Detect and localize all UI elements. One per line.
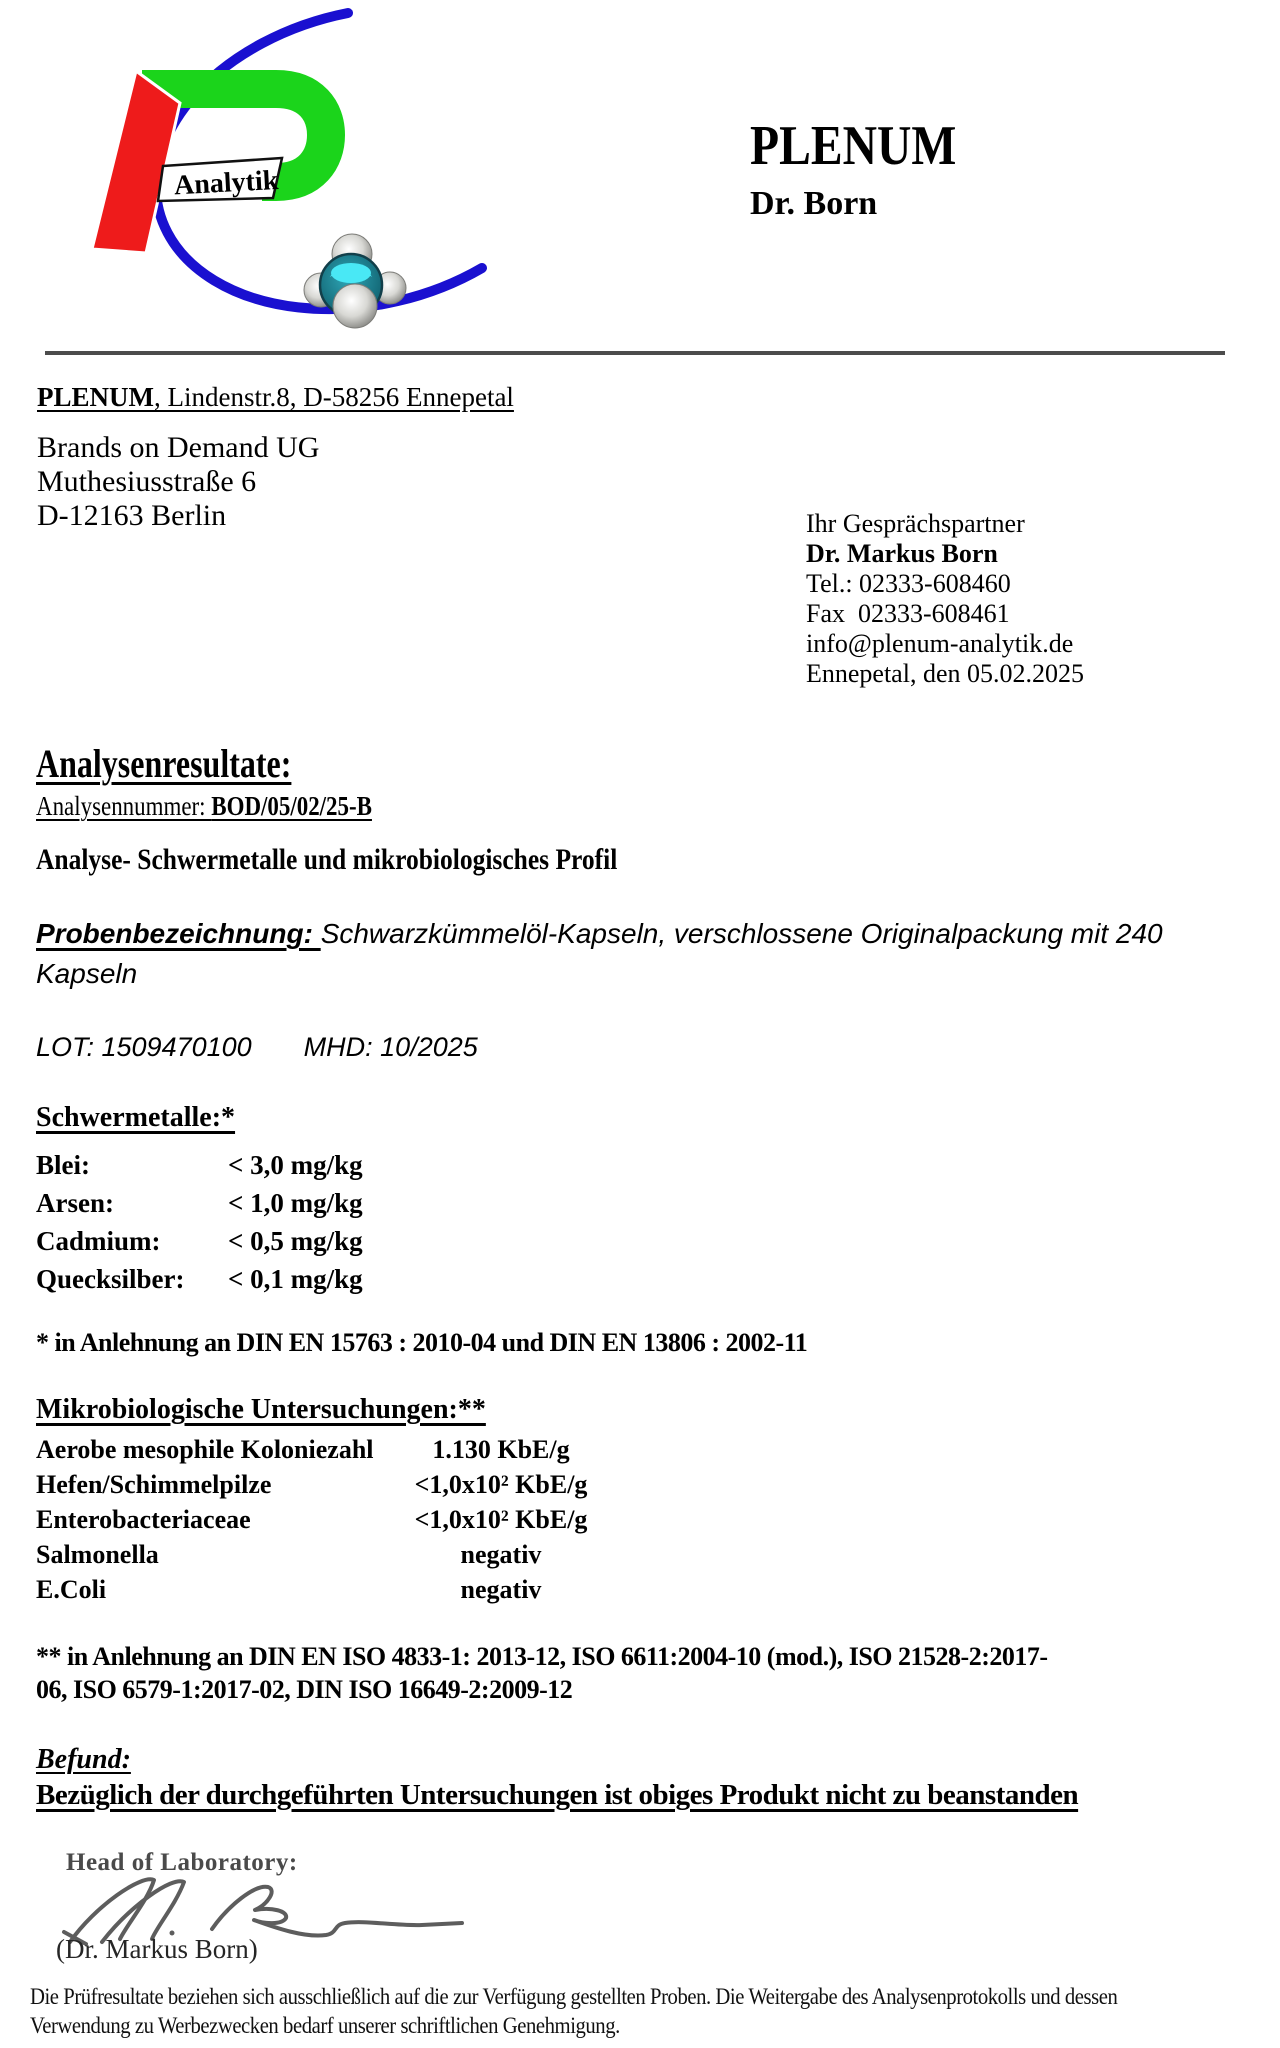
signature-role: Head of Laboratory: <box>66 1849 298 1876</box>
heavy-metals-table <box>36 1146 363 1298</box>
heavy-metals-footnote: * in Anlehnung an DIN EN 15763 : 2010-04 und DIN EN 13806 : 2002-11 <box>36 1328 808 1357</box>
befund-label: Befund: <box>36 1744 131 1775</box>
letterhead <box>750 116 993 224</box>
footer-line: Verwendung zu Werbezwecken bedarf unserer schriftlichen Genehmigung. <box>30 2013 620 2038</box>
metal-name: Arsen: <box>36 1188 114 1218</box>
footer-line: Die Prüfresultate beziehen sich ausschließlich auf die zur Verfügung gestellten Proben. Die Weitergabe des Analysenprotokolls und dessen <box>30 1984 1118 2009</box>
footnote-line: 06, ISO 6579-1:2017-02, DIN ISO 16649-2:2009-12 <box>36 1675 573 1704</box>
sender-address: , Lindenstr.8, D-58256 Ennepetal <box>154 382 514 412</box>
table-row <box>36 1572 1236 1607</box>
company-name: PLENUM <box>750 115 957 177</box>
table-row <box>36 1146 363 1184</box>
table-row <box>36 1260 363 1298</box>
parameter-value: <1,0x10² KbE/g <box>414 1470 588 1499</box>
parameter-value: negativ <box>460 1575 542 1604</box>
recipient-city: D-12163 Berlin <box>37 499 227 532</box>
metal-name: Blei: <box>36 1150 90 1180</box>
heavy-metals-title-row <box>36 1102 235 1134</box>
table-row <box>36 1502 1236 1537</box>
signature-name: (Dr. Markus Born) <box>56 1934 258 1964</box>
recipient-address <box>37 431 319 533</box>
metal-value: < 0,1 mg/kg <box>228 1264 363 1294</box>
metal-name: Quecksilber: <box>36 1264 185 1294</box>
metal-value: < 3,0 mg/kg <box>228 1150 363 1180</box>
parameter-name: Aerobe mesophile Koloniezahl <box>36 1435 374 1464</box>
results-title: Analysenresultate: <box>36 741 292 786</box>
parameter-value: negativ <box>460 1540 542 1569</box>
table-row <box>36 1432 1236 1467</box>
microbiology-title-row <box>36 1394 486 1426</box>
contact-name: Dr. Markus Born <box>806 539 998 568</box>
table-row <box>36 1467 1236 1502</box>
table-row <box>36 1537 1236 1572</box>
microbiology-footnote <box>36 1640 1048 1706</box>
sample-label: Probenbezeichnung: <box>36 918 321 949</box>
contact-place-date: Ennepetal, den 05.02.2025 <box>806 659 1084 688</box>
contact-phone: Tel.: 02333-608460 <box>806 569 1011 598</box>
sample-description <box>36 914 1163 994</box>
contact-block <box>806 509 1084 689</box>
analysis-title: Analyse- Schwermetalle und mikrobiologisches Profil <box>36 843 618 876</box>
contact-intro: Ihr Gesprächspartner <box>806 509 1025 538</box>
parameter-name: Enterobacteriaceae <box>36 1505 251 1534</box>
sender-line <box>37 382 514 413</box>
sender-company: PLENUM <box>37 382 154 412</box>
header-divider <box>45 351 1225 355</box>
footnote-line: ** in Anlehnung an DIN EN ISO 4833-1: 2013-12, ISO 6611:2004-10 (mod.), ISO 21528-2:2017- <box>36 1642 1048 1671</box>
metal-name: Cadmium: <box>36 1226 161 1256</box>
parameter-name: Salmonella <box>36 1540 159 1569</box>
sample-text-line2: Kapseln <box>36 958 138 989</box>
analysis-title-row <box>36 843 720 877</box>
parameter-value: 1.130 KbE/g <box>432 1435 570 1464</box>
parameter-name: E.Coli <box>36 1575 107 1604</box>
verdict-text: Bezüglich der durchgeführten Untersuchungen ist obiges Produkt nicht zu beanstanden <box>36 1779 1079 1811</box>
befund-row <box>36 1744 131 1776</box>
microbiology-table <box>36 1432 1236 1607</box>
metal-value: < 0,5 mg/kg <box>228 1226 363 1256</box>
recipient-name: Brands on Demand UG <box>37 431 320 464</box>
heavy-metals-title: Schwermetalle:* <box>36 1102 236 1133</box>
parameter-name: Hefen/Schimmelpilze <box>36 1470 272 1499</box>
lot-row <box>36 1032 478 1063</box>
sample-text-line1: Schwarzkümmelöl-Kapseln, verschlossene Originalpackung mit 240 <box>320 918 1163 949</box>
verdict-row <box>36 1779 1078 1812</box>
recipient-street: Muthesiusstraße 6 <box>37 465 257 498</box>
contact-fax: Fax 02333-608461 <box>806 599 1010 628</box>
results-title-row <box>36 740 355 787</box>
mhd-value: MHD: 10/2025 <box>303 1032 478 1062</box>
lot-value: LOT: 1509470100 <box>36 1032 252 1062</box>
footer-disclaimer <box>30 1982 1117 2040</box>
metal-value: < 1,0 mg/kg <box>228 1188 363 1218</box>
analysis-number-row <box>36 791 431 822</box>
analysis-number-label: Analysennummer: <box>36 791 212 821</box>
plenum-logo <box>30 5 500 340</box>
table-row <box>36 1184 363 1222</box>
company-person: Dr. Born <box>750 185 878 222</box>
table-row <box>36 1222 363 1260</box>
microbiology-title: Mikrobiologische Untersuchungen:** <box>36 1394 486 1425</box>
analytik-label: Analytik <box>173 164 280 202</box>
parameter-value: <1,0x10² KbE/g <box>414 1505 588 1534</box>
analysis-number-value: BOD/05/02/25-B <box>211 791 372 821</box>
contact-email: info@plenum-analytik.de <box>806 629 1074 658</box>
